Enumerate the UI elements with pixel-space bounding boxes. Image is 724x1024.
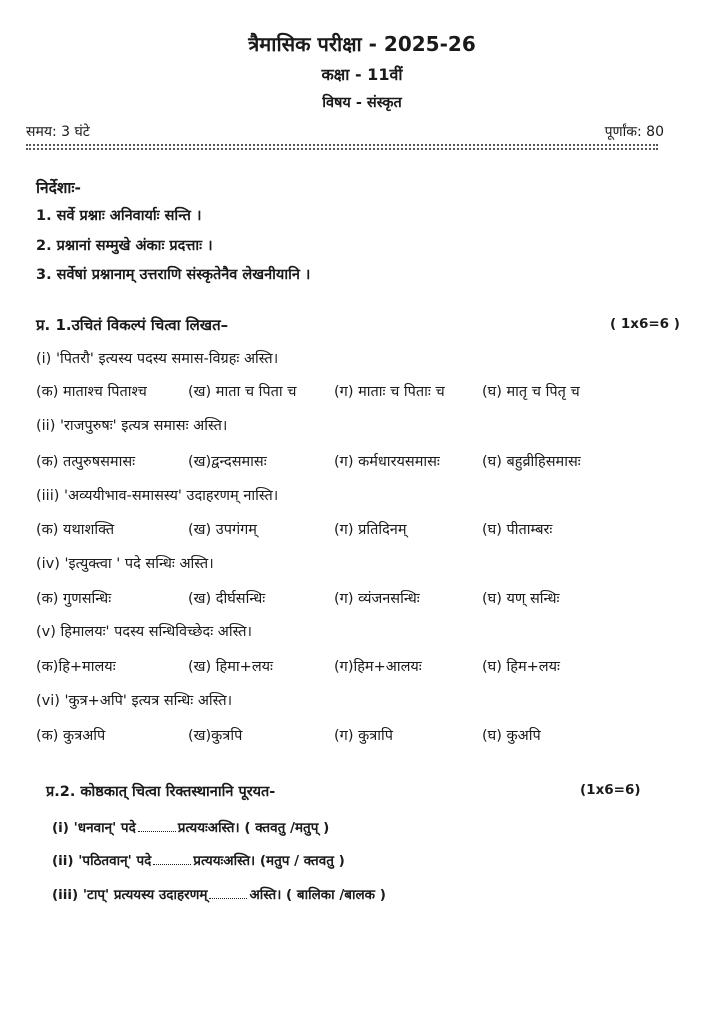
option: (क) माताश्च पिताश्च — [36, 384, 147, 400]
option: (क) गुणसन्धिः — [36, 591, 112, 607]
q1-item-question: (iv) 'इत्युक्त्वा ' पदे सन्धिः अस्ति। — [36, 556, 214, 572]
header-divider — [26, 144, 658, 150]
q2-item-text: प्रत्ययःअस्ति। (मतुप / क्तवतु ) — [193, 853, 345, 869]
option: (ग) प्रतिदिनम् — [334, 522, 407, 538]
instruction-item: 2. प्रश्नानां सम्मुखे अंकाः प्रदत्ताः । — [36, 238, 213, 254]
q2-item-text: अस्ति। ( बालिका /बालक ) — [249, 887, 386, 903]
q2-item-text: (i) 'धनवान्' पदे — [52, 820, 136, 836]
option: (ग) कर्मधारयसमासः — [334, 454, 440, 470]
subject-label: विषय - संस्कृत — [322, 95, 402, 111]
option: (घ) बहुव्रीहिसमासः — [482, 454, 581, 470]
option: (घ) यण् सन्धिः — [482, 591, 560, 607]
option: (घ) कुअपि — [482, 728, 541, 744]
q2-heading: प्र.2. कोष्ठकात् चित्वा रिक्तस्थानानि पूरयत- — [46, 784, 276, 800]
option: (क) कुत्रअपि — [36, 728, 106, 744]
option: (ख) माता च पिता च — [188, 384, 297, 400]
option: (क)हि+मालयः — [36, 659, 116, 675]
option: (ख) हिमा+लयः — [188, 659, 273, 675]
answer-blank[interactable] — [209, 898, 247, 899]
exam-title: त्रैमासिक परीक्षा - 2025-26 — [248, 32, 476, 56]
marks-label: पूर्णांक: 80 — [604, 124, 664, 140]
option: (घ) हिम+लयः — [482, 659, 560, 675]
option: (ख)कुत्रपि — [188, 728, 243, 744]
q1-item-question: (v) हिमालयः' पदस्य सन्धिविच्छेदः अस्ति। — [36, 624, 253, 640]
option: (घ) पीताम्बरः — [482, 522, 553, 538]
q2-item-text: (iii) 'टाप्' प्रत्ययस्य उदाहरणम् — [52, 887, 208, 903]
option: (ग) व्यंजनसन्धिः — [334, 591, 420, 607]
q1-item-question: (vi) 'कुत्र+अपि' इत्यत्र सन्धिः अस्ति। — [36, 693, 233, 709]
q1-item-question: (ii) 'राजपुरुषः' इत्यत्र समासः अस्ति। — [36, 418, 228, 434]
instruction-item: 1. सर्वे प्रश्नाः अनिवार्याः सन्ति । — [36, 208, 202, 224]
option: (ख) दीर्घसन्धिः — [188, 591, 266, 607]
option: (ग)हिम+आलयः — [334, 659, 422, 675]
q2-item-text: प्रत्ययःअस्ति। ( क्तवतु /मतुप् ) — [177, 820, 330, 836]
time-label: समय: 3 घंटे — [26, 124, 90, 140]
instructions-heading: निर्देशाः- — [36, 179, 81, 197]
q1-item-question: (i) 'पितरौ' इत्यस्य पदस्य समास-विग्रहः अस्ति। — [36, 351, 279, 367]
q2-item — [52, 885, 386, 903]
q1-item-question: (iii) 'अव्ययीभाव-समासस्य' उदाहरणम् नास्ति। — [36, 488, 279, 504]
class-label: कक्षा - 11वीं — [321, 65, 403, 84]
q2-item-text: (ii) 'पठितवान्' पदे — [52, 853, 152, 869]
option: (ख)द्वन्दसमासः — [188, 454, 267, 470]
q2-item — [52, 818, 329, 836]
answer-blank[interactable] — [153, 864, 191, 865]
q2-marks: (1x6=6) — [580, 782, 641, 798]
q2-item — [52, 851, 345, 869]
option: (क) तत्पुरुषसमासः — [36, 454, 136, 470]
instruction-item: 3. सर्वेषां प्रश्नानाम् उत्तराणि संस्कृतेनैव लेखनीयानि । — [36, 267, 311, 283]
option: (ग) माताः च पिताः च — [334, 384, 445, 400]
q1-marks: ( 1x6=6 ) — [610, 316, 680, 332]
option: (ख) उपगंगम् — [188, 522, 257, 538]
option: (ग) कुत्रापि — [334, 728, 393, 744]
q1-heading: प्र. 1.उचितं विकल्पं चित्वा लिखत– — [36, 316, 229, 334]
answer-blank[interactable] — [138, 831, 176, 832]
option: (घ) मातृ च पितृ च — [482, 384, 580, 400]
option: (क) यथाशक्ति — [36, 522, 115, 538]
